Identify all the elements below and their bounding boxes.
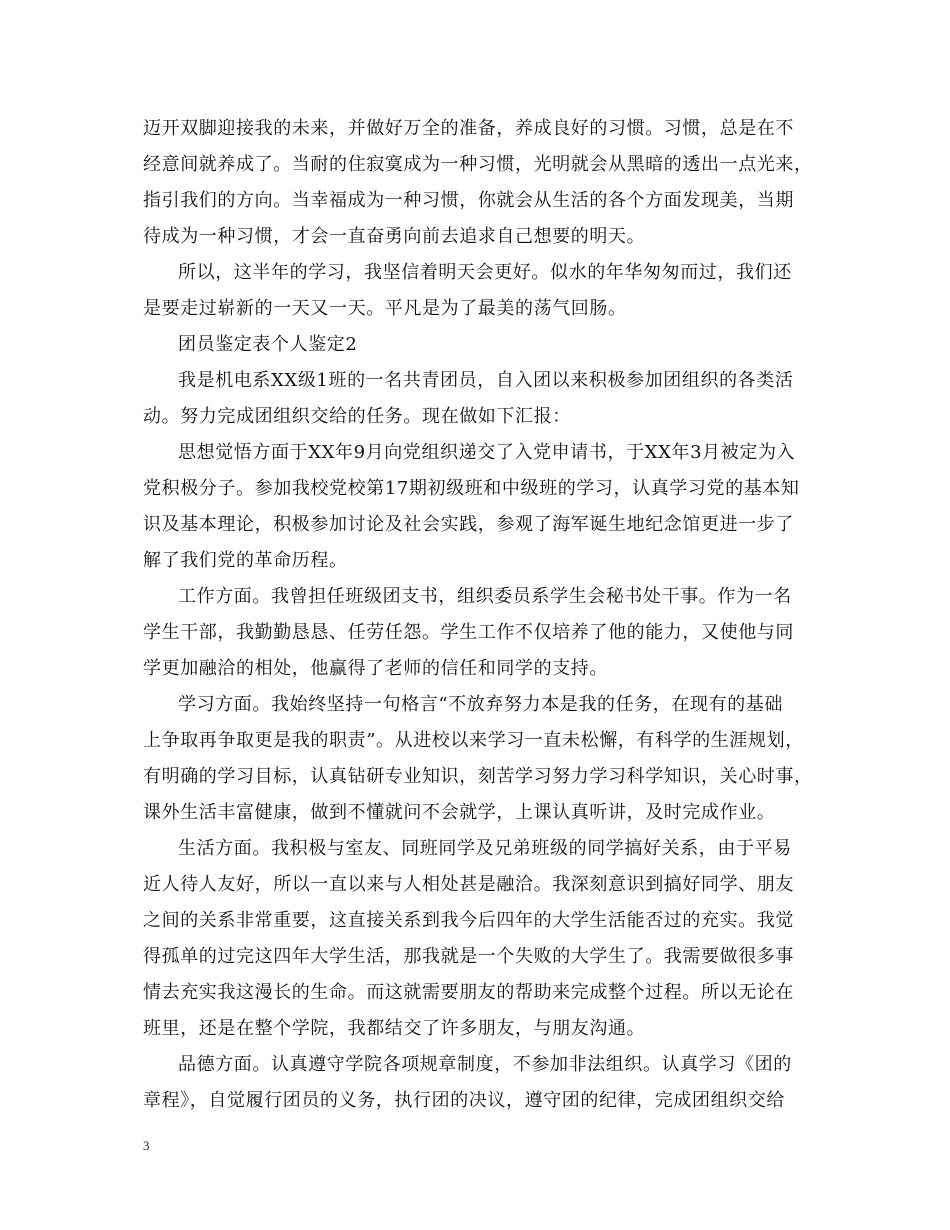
body-text-line: 课外生活丰富健康，做到不懂就问不会就学，上课认真听讲，及时完成作业。 [143,802,776,823]
paragraph-first-line: 工作方面。我曾担任班级团支书，组织委员系学生会秘书处干事。作为一名 [178,586,792,607]
page-number: 3 [143,1138,150,1153]
section-heading: 团员鉴定表个人鉴定2 [178,334,358,355]
body-text-line: 学生干部，我勤勤恳恳、任劳任怨。学生工作不仅培养了他的能力，又使他与同 [143,622,794,643]
paragraph-first-line: 所以，这半年的学习，我坚信着明天会更好。似水的年华匆匆而过，我们还 [178,262,792,283]
body-text-line: 迈开双脚迎接我的未来，并做好万全的准备，养成良好的习惯。习惯，总是在不 [143,118,794,139]
paragraph-first-line: 品德方面。认真遵守学院各项规章制度，不参加非法组织。认真学习《团的 [178,1054,792,1075]
body-text-line: 动。努力完成团组织交给的任务。现在做如下汇报： [143,406,571,427]
paragraph-first-line: 思想觉悟方面于XX年9月向党组织递交了入党申请书，于XX年3月被定为入 [178,442,796,463]
paragraph-first-line: 我是机电系XX级1班的一名共青团员，自入团以来积极参加团组织的各类活 [178,370,794,391]
body-text-line: 有明确的学习目标，认真钻研专业知识，刻苦学习努力学习科学知识，关心时事， [143,766,813,787]
body-text-line: 章程》，自觉履行团员的义务，执行团的决议，遵守团的纪律，完成团组织交给 [143,1090,785,1111]
body-text-line: 近人待人友好，所以一直以来与人相处甚是融洽。我深刻意识到搞好同学、朋友 [143,874,794,895]
paragraph-first-line: 学习方面。我始终坚持一句格言“不放弃努力本是我的任务，在现有的基础 [178,694,783,715]
body-text-line: 解了我们党的革命历程。 [143,550,348,571]
body-text-line: 经意间就养成了。当耐的住寂寞成为一种习惯，光明就会从黑暗的透出一点光来， [143,154,813,175]
body-text-line: 待成为一种习惯，才会一直奋勇向前去追求自己想要的明天。 [143,226,646,247]
body-text-line: 情去充实我这漫长的生命。而这就需要朋友的帮助来完成整个过程。所以无论在 [143,982,794,1003]
body-text-line: 得孤单的过完这四年大学生活，那我就是一个失败的大学生了。我需要做很多事 [143,946,794,967]
body-text-line: 是要走过崭新的一天又一天。平凡是为了最美的荡气回肠。 [143,298,627,319]
body-text-line: 班里，还是在整个学院，我都结交了许多朋友，与朋友沟通。 [143,1018,646,1039]
paragraph-first-line: 生活方面。我积极与室友、同班同学及兄弟班级的同学搞好关系，由于平易 [178,838,792,859]
body-text-line: 之间的关系非常重要，这直接关系到我今后四年的大学生活能否过的充实。我觉 [143,910,794,931]
body-text-line: 上争取再争取更是我的职责”。从进校以来学习一直未松懈，有科学的生涯规划， [143,730,804,751]
body-text-line: 党积极分子。参加我校党校第17期初级班和中级班的学习，认真学习党的基本知 [143,478,800,499]
body-text-line: 学更加融洽的相处，他赢得了老师的信任和同学的支持。 [143,658,608,679]
body-text-line: 识及基本理论，积极参加讨论及社会实践，参观了海军诞生地纪念馆更进一步了 [143,514,794,535]
body-text-line: 指引我们的方向。当幸福成为一种习惯，你就会从生活的各个方面发现美，当期 [143,190,794,211]
